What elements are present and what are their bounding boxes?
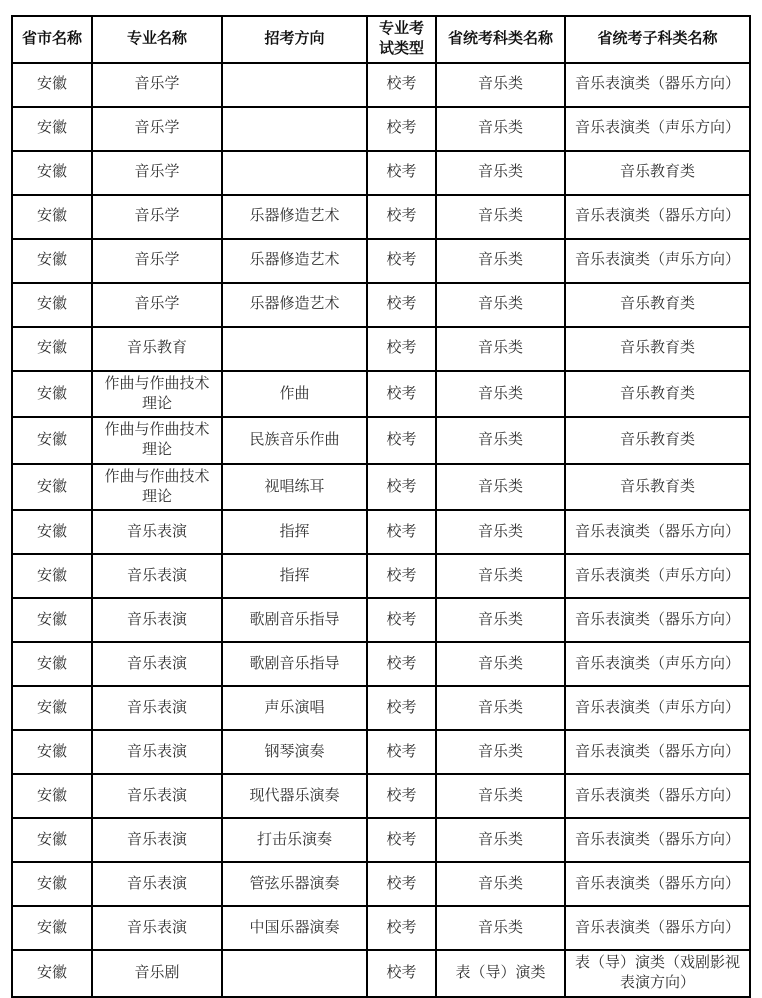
table-cell: 安徽	[12, 63, 92, 107]
table-cell: 音乐学	[92, 283, 222, 327]
table-cell: 安徽	[12, 283, 92, 327]
table-cell	[222, 107, 367, 151]
table-cell: 歌剧音乐指导	[222, 642, 367, 686]
table-cell: 音乐表演类（器乐方向）	[565, 862, 750, 906]
column-header: 省统考科类名称	[436, 16, 565, 63]
table-cell	[222, 950, 367, 997]
table-body	[12, 63, 750, 997]
table-row	[12, 107, 750, 151]
table-row	[12, 774, 750, 818]
table-cell: 音乐教育类	[565, 283, 750, 327]
table-cell: 校考	[367, 417, 436, 464]
table-row	[12, 862, 750, 906]
table-cell: 校考	[367, 554, 436, 598]
table-header-row	[12, 16, 750, 63]
table-cell: 音乐类	[436, 510, 565, 554]
table-cell: 安徽	[12, 151, 92, 195]
table-cell: 音乐表演	[92, 862, 222, 906]
table-cell: 音乐表演类（声乐方向）	[565, 107, 750, 151]
table-cell: 音乐类	[436, 107, 565, 151]
table-cell: 音乐表演	[92, 906, 222, 950]
column-header: 招考方向	[222, 16, 367, 63]
table-cell: 安徽	[12, 417, 92, 464]
table-cell: 音乐类	[436, 371, 565, 418]
table-cell: 现代器乐演奏	[222, 774, 367, 818]
table-cell: 作曲与作曲技术理论	[92, 464, 222, 511]
table-row	[12, 151, 750, 195]
table-cell: 音乐表演类（器乐方向）	[565, 818, 750, 862]
table-cell: 安徽	[12, 371, 92, 418]
table-cell: 校考	[367, 195, 436, 239]
table-row	[12, 818, 750, 862]
table-cell: 安徽	[12, 642, 92, 686]
table-cell: 安徽	[12, 730, 92, 774]
table-row	[12, 510, 750, 554]
table-cell: 音乐表演	[92, 510, 222, 554]
table-cell: 音乐表演类（器乐方向）	[565, 774, 750, 818]
table-cell: 音乐表演类（器乐方向）	[565, 906, 750, 950]
table-cell: 音乐表演	[92, 774, 222, 818]
table-cell: 安徽	[12, 906, 92, 950]
table-cell: 民族音乐作曲	[222, 417, 367, 464]
table-cell: 校考	[367, 818, 436, 862]
column-header: 省市名称	[12, 16, 92, 63]
table-cell: 音乐教育	[92, 327, 222, 371]
table-cell: 安徽	[12, 510, 92, 554]
table-cell: 校考	[367, 151, 436, 195]
table-cell: 校考	[367, 63, 436, 107]
table-row	[12, 195, 750, 239]
table-cell: 音乐类	[436, 464, 565, 511]
table-cell: 指挥	[222, 510, 367, 554]
table-cell: 安徽	[12, 950, 92, 997]
table-cell: 音乐表演	[92, 686, 222, 730]
table-cell: 安徽	[12, 774, 92, 818]
table-cell: 音乐类	[436, 417, 565, 464]
table-cell	[222, 151, 367, 195]
table-cell: 安徽	[12, 327, 92, 371]
table-cell: 乐器修造艺术	[222, 195, 367, 239]
table-cell: 音乐学	[92, 151, 222, 195]
table-cell: 音乐学	[92, 195, 222, 239]
table-cell	[222, 327, 367, 371]
table-cell: 校考	[367, 598, 436, 642]
table-cell: 音乐类	[436, 283, 565, 327]
table-row	[12, 327, 750, 371]
table-cell: 音乐表演类（器乐方向）	[565, 510, 750, 554]
table-cell: 音乐教育类	[565, 464, 750, 511]
table-cell: 中国乐器演奏	[222, 906, 367, 950]
table-cell: 乐器修造艺术	[222, 283, 367, 327]
column-header: 省统考子科类名称	[565, 16, 750, 63]
table-cell: 音乐教育类	[565, 151, 750, 195]
table-head	[12, 16, 750, 63]
table-cell: 乐器修造艺术	[222, 239, 367, 283]
table-cell: 音乐表演	[92, 730, 222, 774]
table-row	[12, 417, 750, 464]
table-cell: 音乐表演	[92, 818, 222, 862]
table-cell: 音乐表演	[92, 642, 222, 686]
table-cell: 校考	[367, 950, 436, 997]
table-cell: 音乐类	[436, 818, 565, 862]
table-cell: 校考	[367, 510, 436, 554]
table-row	[12, 598, 750, 642]
table-cell: 安徽	[12, 107, 92, 151]
table-cell: 安徽	[12, 598, 92, 642]
table-cell: 安徽	[12, 464, 92, 511]
table-cell: 表（导）演类（戏剧影视表演方向）	[565, 950, 750, 997]
table-cell: 校考	[367, 906, 436, 950]
table-row	[12, 63, 750, 107]
table-row	[12, 554, 750, 598]
table-cell: 音乐类	[436, 63, 565, 107]
table-cell: 声乐演唱	[222, 686, 367, 730]
table-cell: 音乐剧	[92, 950, 222, 997]
table-cell: 打击乐演奏	[222, 818, 367, 862]
table-row	[12, 283, 750, 327]
table-cell: 音乐表演类（声乐方向）	[565, 686, 750, 730]
table-cell: 管弦乐器演奏	[222, 862, 367, 906]
table-cell: 音乐类	[436, 686, 565, 730]
table-cell: 安徽	[12, 195, 92, 239]
table-cell: 校考	[367, 686, 436, 730]
table-cell: 音乐类	[436, 195, 565, 239]
table-cell: 音乐表演类（器乐方向）	[565, 63, 750, 107]
table-cell: 音乐表演类（声乐方向）	[565, 239, 750, 283]
table-cell: 校考	[367, 730, 436, 774]
table-cell: 安徽	[12, 818, 92, 862]
table-cell: 校考	[367, 327, 436, 371]
table-cell: 校考	[367, 371, 436, 418]
table-cell: 音乐表演类（声乐方向）	[565, 642, 750, 686]
table-cell: 音乐类	[436, 774, 565, 818]
table-cell: 音乐教育类	[565, 417, 750, 464]
table-cell: 音乐学	[92, 63, 222, 107]
table-row	[12, 239, 750, 283]
table-cell: 音乐表演类（声乐方向）	[565, 554, 750, 598]
table-cell: 音乐类	[436, 151, 565, 195]
table-cell: 安徽	[12, 686, 92, 730]
table-row	[12, 950, 750, 997]
table-cell: 校考	[367, 107, 436, 151]
table-cell: 校考	[367, 464, 436, 511]
table-cell: 校考	[367, 774, 436, 818]
table-cell: 校考	[367, 642, 436, 686]
column-header: 专业名称	[92, 16, 222, 63]
table-cell: 音乐表演	[92, 598, 222, 642]
table-cell: 安徽	[12, 554, 92, 598]
table-cell: 音乐类	[436, 239, 565, 283]
table-cell: 音乐表演类（器乐方向）	[565, 730, 750, 774]
table-cell: 表（导）演类	[436, 950, 565, 997]
table-cell: 作曲	[222, 371, 367, 418]
table-cell: 作曲与作曲技术理论	[92, 371, 222, 418]
table-cell: 音乐类	[436, 327, 565, 371]
table-row	[12, 730, 750, 774]
table-row	[12, 906, 750, 950]
table-cell: 视唱练耳	[222, 464, 367, 511]
table-row	[12, 686, 750, 730]
table-cell: 指挥	[222, 554, 367, 598]
table-cell: 音乐类	[436, 862, 565, 906]
table-cell: 音乐教育类	[565, 327, 750, 371]
table-cell: 安徽	[12, 862, 92, 906]
table-cell: 钢琴演奏	[222, 730, 367, 774]
table-cell: 作曲与作曲技术理论	[92, 417, 222, 464]
table-cell: 音乐类	[436, 730, 565, 774]
table-cell: 音乐表演类（器乐方向）	[565, 598, 750, 642]
table-cell: 音乐学	[92, 107, 222, 151]
table-row	[12, 371, 750, 418]
table-cell: 音乐表演类（器乐方向）	[565, 195, 750, 239]
table-cell: 校考	[367, 862, 436, 906]
table-cell: 音乐类	[436, 642, 565, 686]
table-cell: 音乐学	[92, 239, 222, 283]
table-cell: 音乐类	[436, 598, 565, 642]
table-cell: 音乐类	[436, 554, 565, 598]
table-cell: 音乐表演	[92, 554, 222, 598]
table-cell: 校考	[367, 283, 436, 327]
table-cell: 校考	[367, 239, 436, 283]
column-header: 专业考试类型	[367, 16, 436, 63]
exam-category-table	[11, 15, 751, 998]
table-cell: 歌剧音乐指导	[222, 598, 367, 642]
table-row	[12, 464, 750, 511]
table-row	[12, 642, 750, 686]
table-cell: 音乐类	[436, 906, 565, 950]
table-cell: 音乐教育类	[565, 371, 750, 418]
table-cell: 安徽	[12, 239, 92, 283]
table-cell	[222, 63, 367, 107]
